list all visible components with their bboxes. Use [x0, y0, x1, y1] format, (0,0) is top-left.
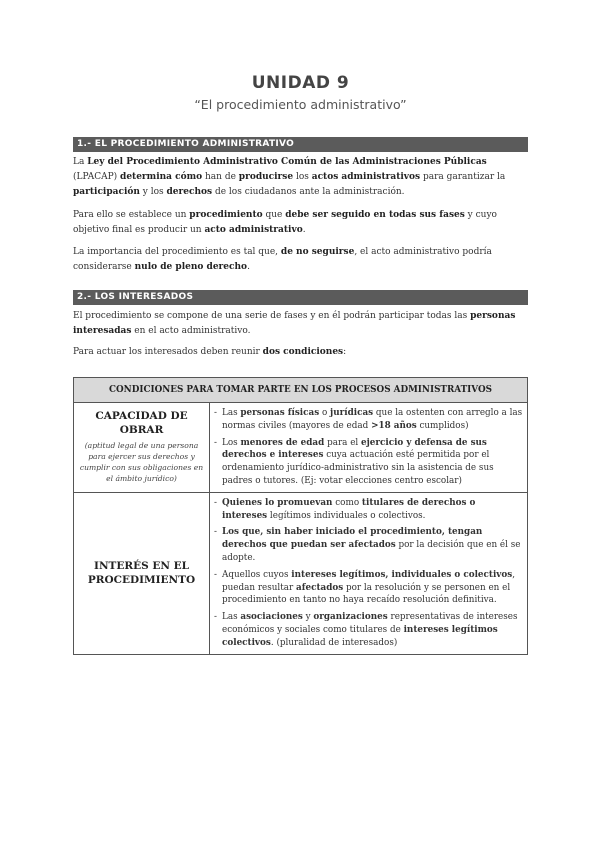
bold-text: nulo de pleno derecho	[134, 262, 248, 272]
section-1-paragraph-3	[73, 245, 528, 275]
section-2-paragraph-2	[73, 345, 528, 360]
list-item	[212, 407, 523, 433]
bold-text: dos condiciones	[262, 347, 344, 357]
unit-title: UNIDAD 9	[251, 73, 350, 93]
bold-text: de no seguirse	[280, 247, 355, 257]
bold-text: procedimiento	[189, 210, 263, 220]
condition-items-cell	[210, 403, 528, 493]
table-row	[74, 492, 528, 654]
bold-text: >18 años	[371, 420, 417, 431]
text-segment: .	[247, 262, 250, 272]
text-segment: Para ello se establece un	[73, 210, 190, 220]
text-segment: Aquellos cuyos	[222, 569, 292, 580]
bold-text: personas interesadas	[73, 311, 516, 336]
text-segment: Para actuar los interesados deben reunir	[73, 347, 263, 357]
bold-text: jurídicas	[330, 408, 374, 418]
bold-text: acto administrativo	[204, 225, 303, 235]
text-segment: o	[319, 408, 331, 418]
bold-text: Ley del Procedimiento Administrativo Común de las Administraciones Públicas	[87, 157, 487, 167]
bold-text: asociaciones	[240, 612, 303, 623]
bold-text: afectados	[296, 582, 344, 593]
condition-items-cell	[210, 492, 528, 654]
bold-text: ejercicio y defensa de sus derechos e intereses	[222, 437, 487, 461]
text-segment: El procedimiento se compone de una serie de fases y en él podrán participar todas las	[73, 311, 471, 321]
text-segment: por la decisión que en él se adopte.	[222, 540, 521, 563]
text-segment: y cuyo objetivo final es producir un	[73, 210, 497, 235]
text-segment: . (pluralidad de interesados)	[270, 637, 398, 648]
text-segment: :	[343, 347, 347, 357]
text-segment: que	[262, 210, 286, 220]
bold-text: intereses legítimos, individuales o colectivos	[291, 569, 513, 580]
conditions-table	[73, 377, 528, 655]
condition-title: CAPACIDAD DE OBRAR	[95, 410, 188, 436]
bold-text: actos administrativos	[311, 172, 421, 182]
text-segment: para el	[324, 437, 362, 448]
bold-text: menores de edad	[240, 437, 325, 448]
text-segment: como	[332, 497, 362, 508]
bold-text: participación	[73, 187, 140, 197]
text-segment: para garantizar la	[420, 172, 506, 182]
bold-text: personas físicas	[240, 408, 320, 418]
section-1-heading: 1.- EL PROCEDIMIENTO ADMINISTRATIVO	[73, 137, 528, 152]
bold-text: organizaciones	[313, 612, 388, 623]
list-item	[212, 611, 523, 649]
text-segment: , el acto administrativo podría considerarse	[73, 247, 492, 272]
text-segment: representativas de intereses económicos y sociales como titulares de	[222, 612, 518, 635]
bold-text: determina cómo	[120, 172, 203, 182]
text-segment: La	[73, 157, 88, 167]
bold-text: debe ser seguido en todas sus fases	[285, 210, 465, 220]
condition-title: INTERÉS EN EL PROCEDIMIENTO	[87, 560, 196, 587]
condition-items	[212, 497, 523, 650]
bold-text: Los que, sin haber iniciado el procedimiento, tengan derechos que puedan ser afectados	[222, 527, 483, 551]
list-item	[212, 526, 523, 564]
text-segment: .	[302, 225, 306, 235]
section-1-paragraph-1	[73, 155, 528, 200]
text-segment: , puedan resultar	[222, 569, 516, 593]
text-segment: Las	[222, 612, 241, 623]
bold-text: producirse	[238, 172, 294, 182]
section-1-paragraph-2	[73, 208, 528, 238]
list-item	[212, 569, 523, 607]
table-row	[74, 403, 528, 493]
bold-text: intereses legítimos colectivos	[222, 624, 498, 648]
text-segment: cuya actuación esté permitida por el ordenamiento jurídico-administrativo sin la asistencia de sus padres o tutores. (Ej: votar elecciones centro escolar)	[222, 450, 494, 486]
unit-subtitle: “El procedimiento administrativo”	[194, 97, 407, 112]
text-segment: de los ciudadanos ante la administración.	[212, 187, 405, 197]
text-segment: Los	[222, 437, 241, 448]
list-item	[212, 497, 523, 523]
table-header-row	[74, 378, 528, 403]
bold-text: titulares de derechos o intereses	[222, 497, 476, 521]
section-2-heading: 2.- LOS INTERESADOS	[73, 290, 528, 305]
text-segment: en el acto administrativo.	[131, 326, 251, 336]
text-segment: (LPACAP)	[73, 172, 121, 182]
text-segment: Las	[222, 408, 241, 418]
condition-title-cell	[74, 403, 210, 493]
table-header: CONDICIONES PARA TOMAR PARTE EN LOS PROCESOS ADMINISTRATIVOS	[74, 378, 528, 403]
text-segment: legítimos individuales o colectivos.	[267, 510, 426, 521]
bold-text: Quienes lo promuevan	[222, 497, 333, 508]
text-segment: cumplidos)	[416, 420, 469, 431]
text-segment: La importancia del procedimiento es tal que,	[73, 247, 281, 257]
list-item	[212, 437, 523, 488]
condition-title-cell	[74, 492, 210, 654]
condition-items	[212, 407, 523, 488]
section-2-paragraph-1	[73, 309, 528, 339]
text-segment: y los	[139, 187, 167, 197]
text-segment: los	[293, 172, 312, 182]
text-segment: y	[302, 612, 314, 623]
text-segment: han de	[202, 172, 239, 182]
text-segment: que la ostenten con arreglo a las normas civiles (mayores de edad	[222, 408, 523, 431]
bold-text: derechos	[166, 187, 213, 197]
text-segment: por la resolución y se personen en el procedimiento en tanto no haya recaído resolución definitiva.	[222, 582, 511, 606]
condition-subtitle: (aptitud legal de una persona para ejercer sus derechos y cumplir con sus obligaciones en el ámbito jurídico)	[79, 441, 204, 483]
